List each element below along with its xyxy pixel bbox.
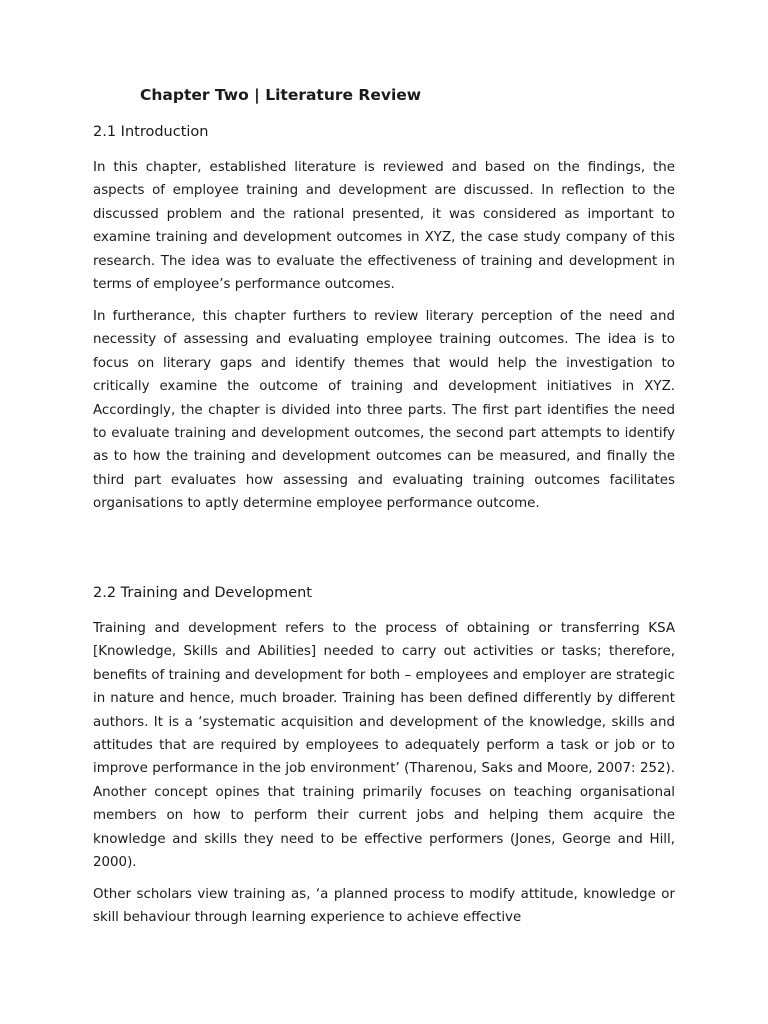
section-heading-introduction: 2.1 Introduction	[93, 124, 209, 140]
paragraph: In this chapter, established literature is reviewed and based on the findings, the aspects of employee training and development are discussed. In reflection to the discussed problem and the rational presented, it was considered as important to examine training and development outcomes in XYZ, the case study company of this research. The idea was to evaluate the effectiveness of training and development in terms of employee’s performance outcomes.	[93, 160, 675, 293]
section-heading-training-and-development: 2.2 Training and Development	[93, 585, 312, 601]
paragraph: Other scholars view training as, ‘a planned process to modify attitude, knowledge or skill behaviour through learning experience to achieve effective	[93, 887, 675, 926]
chapter-title: Chapter Two | Literature Review	[140, 86, 422, 104]
paragraph: Training and development refers to the process of obtaining or transferring KSA [Knowledge, Skills and Abilities] needed to carry out activities or tasks; therefore, benefits of training and development for both – employees and employer are strategic in nature and hence, much broader. Training has been defined differently by different authors. It is a ‘systematic acquisition and development of the knowledge, skills and attitudes that are required by employees to adequately perform a task or job or to improve performance in the job environment’ (Tharenou, Saks and Moore, 2007: 252). Another concept opines that training primarily focuses on teaching organisational members on how to perform their current jobs and helping them acquire the knowledge and skills they need to be effective performers (Jones, George and Hill, 2000).	[93, 621, 675, 871]
paragraph: In furtherance, this chapter furthers to review literary perception of the need and necessity of assessing and evaluating employee training outcomes. The idea is to focus on literary gaps and identify themes that would help the investigation to critically examine the outcome of training and development initiatives in XYZ. Accordingly, the chapter is divided into three parts. The first part identifies the need to evaluate training and development outcomes, the second part attempts to identify as to how the training and development outcomes can be measured, and finally the third part evaluates how assessing and evaluating training outcomes facilitates organisations to aptly determine employee performance outcome.	[93, 309, 675, 512]
